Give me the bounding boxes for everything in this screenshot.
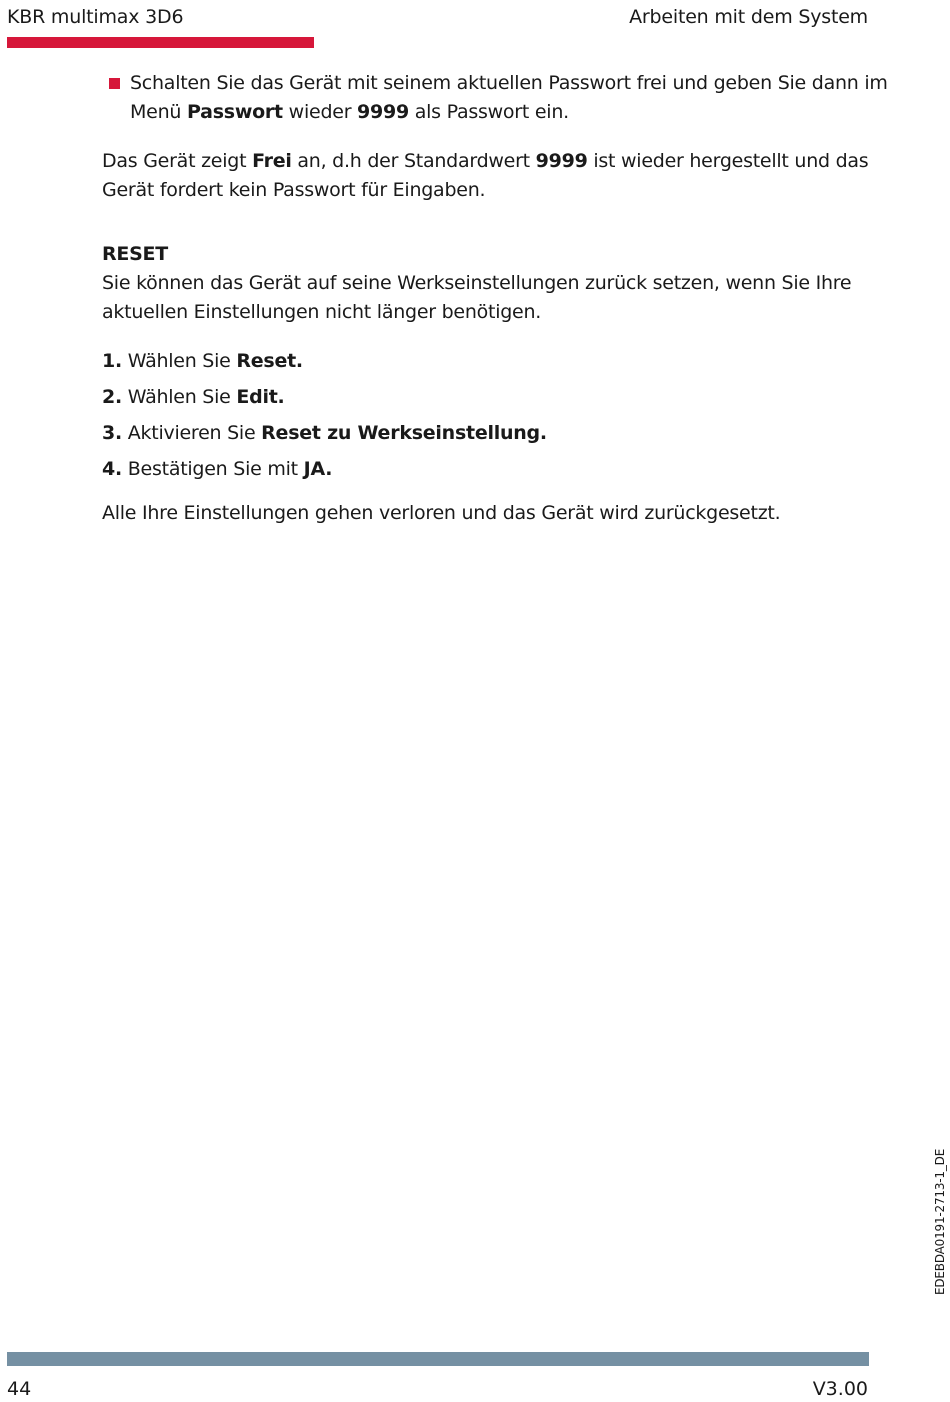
steps-list [102, 347, 892, 484]
step-item [102, 455, 892, 484]
document-title: KBR multimax 3D6 [7, 6, 184, 28]
bullet-item [102, 69, 892, 127]
paragraph-default-value [102, 147, 892, 205]
step-item [102, 347, 892, 376]
step-bold: Reset. [236, 350, 303, 372]
step-bold: JA. [303, 458, 333, 480]
step-text: Wählen Sie [121, 350, 237, 372]
reset-heading: RESET [102, 243, 168, 265]
step-text: Bestätigen Sie mit [121, 458, 304, 480]
paragraph-bold-9999: 9999 [535, 150, 588, 172]
step-number: 2. [102, 386, 122, 408]
page-number: 44 [7, 1378, 32, 1400]
bullet-text-part: Schalten Sie das Gerät mit seinem aktuellen Passwort frei und geben Sie dann im Menü [130, 72, 888, 123]
bullet-square-icon [109, 78, 120, 89]
step-item [102, 383, 892, 412]
step-number: 4. [102, 458, 122, 480]
final-note: Alle Ihre Einstellungen gehen verloren und das Gerät wird zurückgesetzt. [102, 502, 781, 524]
section-title: Arbeiten mit dem System [629, 6, 868, 28]
step-number: 3. [102, 422, 122, 444]
bullet-bold-passwort: Passwort [186, 101, 283, 123]
paragraph-text-part: an, d.h der Standardwert [291, 150, 536, 172]
paragraph-text-part: ist wieder hergestellt und das Gerät fordert kein Passwort für Eingaben. [102, 150, 869, 201]
step-bold: Reset zu Werkseinstellung. [261, 422, 547, 444]
version-label: V3.00 [812, 1378, 868, 1400]
header-accent-bar [7, 37, 314, 48]
paragraph-bold-frei: Frei [252, 150, 292, 172]
step-text: Wählen Sie [121, 386, 237, 408]
document-code: EDEBDA0191-2713-1_DE [933, 1148, 947, 1295]
step-text: Aktivieren Sie [121, 422, 262, 444]
paragraph-text-part: Das Gerät zeigt [102, 150, 253, 172]
bullet-bold-9999: 9999 [357, 101, 409, 123]
bullet-text-part: wieder [282, 101, 358, 123]
reset-description: Sie können das Gerät auf seine Werkseinstellungen zurück setzen, wenn Sie Ihre aktuellen Einstellungen nicht länger benötigen. [102, 272, 852, 323]
step-bold: Edit. [236, 386, 285, 408]
bullet-text-part: als Passwort ein. [408, 101, 569, 123]
footer-bar [7, 1352, 869, 1366]
step-number: 1. [102, 350, 122, 372]
page-content [102, 69, 892, 528]
step-item [102, 419, 892, 448]
